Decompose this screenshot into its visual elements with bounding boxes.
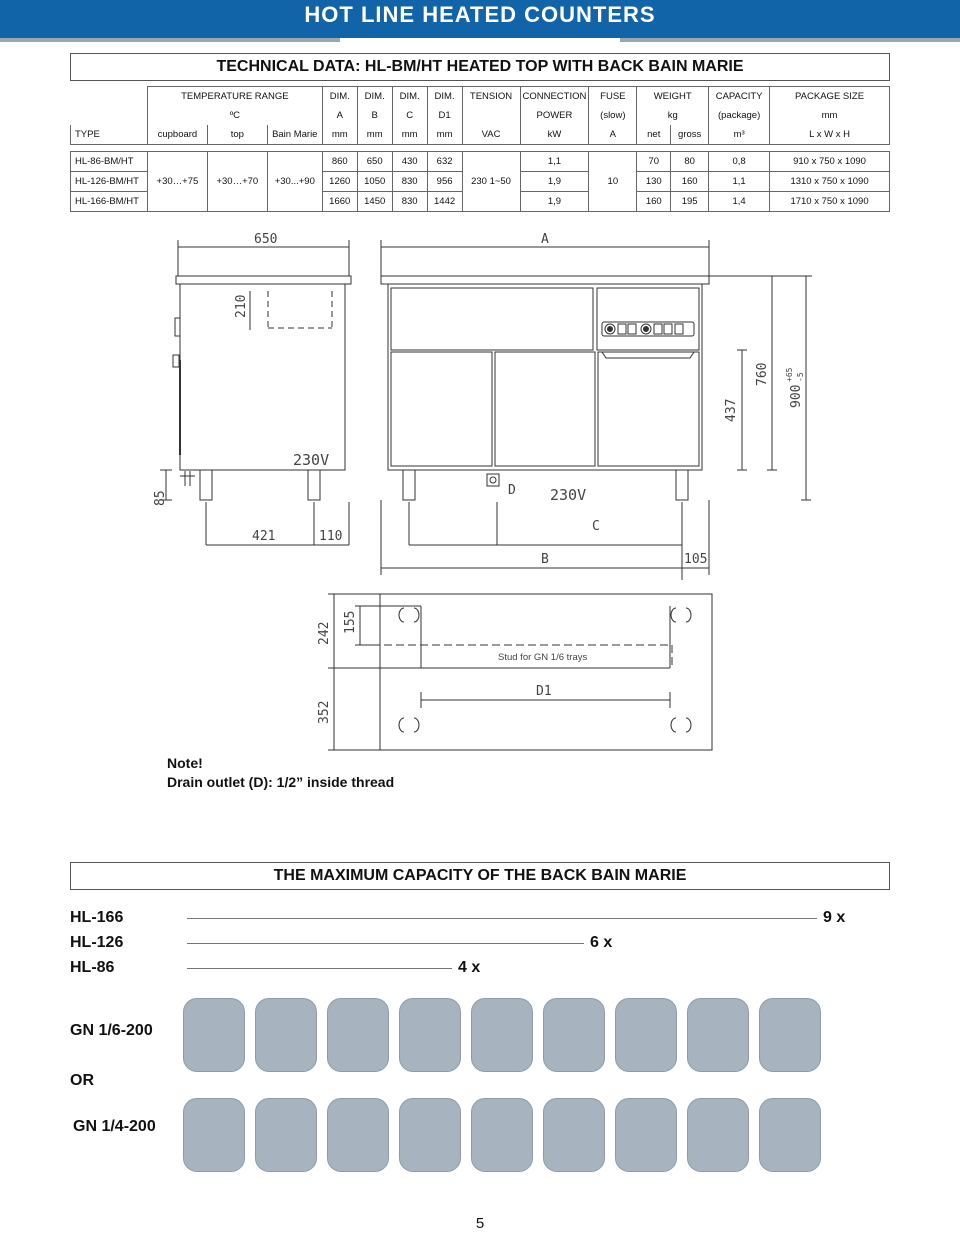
dim-a-value: 1660 — [322, 192, 357, 212]
dim-d1-label: D1 — [536, 684, 552, 699]
tension-value: 230 1~50 — [462, 152, 520, 212]
gn-pan — [183, 998, 245, 1072]
bain-marie-range: +30...+90 — [267, 152, 322, 212]
unit-mm: mm — [770, 106, 890, 125]
header-tension: TENSION — [462, 87, 520, 107]
capacity-title: THE MAXIMUM CAPACITY OF THE BACK BAIN MARIE — [273, 867, 687, 884]
weight-net-value: 160 — [637, 192, 671, 212]
row-type: HL-166-BM/HT — [71, 192, 148, 212]
label-lwh: L x W x H — [770, 125, 890, 145]
unit-m3: m³ — [709, 125, 770, 145]
label-a: A — [322, 106, 357, 125]
voltage-front-label: 230V — [550, 486, 587, 504]
package-size-value: 1710 x 750 x 1090 — [770, 192, 890, 212]
capacity-value: 1,1 — [709, 172, 770, 192]
header-dim-c: DIM. — [392, 87, 427, 107]
label-power: POWER — [520, 106, 589, 125]
gn-pan — [255, 998, 317, 1072]
top-range: +30…+70 — [207, 152, 267, 212]
dim-c-value: 830 — [392, 192, 427, 212]
label-gross: gross — [671, 125, 709, 145]
header-fuse: FUSE — [589, 87, 637, 107]
dim-a-label: A — [541, 232, 549, 247]
unit-mm-d1: mm — [427, 125, 462, 145]
dim-c-value: 430 — [392, 152, 427, 172]
gn-pan — [615, 1098, 677, 1172]
weight-gross-value: 80 — [671, 152, 709, 172]
power-value: 1,9 — [520, 192, 589, 212]
cupboard-range: +30…+75 — [147, 152, 207, 212]
header-connection: CONNECTION — [520, 87, 589, 107]
header-dim-b: DIM. — [357, 87, 392, 107]
power-value: 1,9 — [520, 172, 589, 192]
gn-pan — [399, 998, 461, 1072]
dim-900-tol-minus: -5 — [796, 372, 805, 382]
dim-a-value: 860 — [322, 152, 357, 172]
capacity-model-hl126: HL-126 — [70, 934, 124, 951]
capacity-value: 1,4 — [709, 192, 770, 212]
gn-pan — [759, 998, 821, 1072]
label-c: C — [392, 106, 427, 125]
dim-900-tol-plus: +65 — [785, 367, 794, 382]
label-b: B — [357, 106, 392, 125]
gn-pan — [543, 998, 605, 1072]
dim-d1-value: 632 — [427, 152, 462, 172]
or-label: OR — [70, 1072, 94, 1089]
tech-data-title: TECHNICAL DATA: HL-BM/HT HEATED TOP WITH BACK BAIN MARIE — [216, 58, 744, 75]
label-top: top — [207, 125, 267, 145]
capacity-count-hl86: 4 x — [458, 959, 481, 976]
gn-pan — [543, 1098, 605, 1172]
page-header-title: HOT LINE HEATED COUNTERS — [304, 2, 656, 27]
weight-gross-value: 160 — [671, 172, 709, 192]
dim-210-label: 210 — [234, 294, 249, 318]
note-text: Drain outlet (D): 1/2” inside thread — [167, 774, 395, 790]
label-bain-marie: Bain Marie — [267, 125, 322, 145]
dim-b-value: 650 — [357, 152, 392, 172]
weight-net-value: 70 — [637, 152, 671, 172]
gn-1-4-label: GN 1/4-200 — [73, 1118, 156, 1135]
capacity-count-hl166: 9 x — [823, 909, 846, 926]
drain-d-label: D — [508, 483, 516, 498]
stud-note: Stud for GN 1/6 trays — [498, 652, 588, 663]
gn-pan — [615, 998, 677, 1072]
dim-b-value: 1050 — [357, 172, 392, 192]
weight-net-value: 130 — [637, 172, 671, 192]
dim-c-value: 830 — [392, 172, 427, 192]
label-d1: D1 — [427, 106, 462, 125]
gn-pan — [471, 1098, 533, 1172]
unit-kw: kW — [520, 125, 589, 145]
gn-pan — [327, 1098, 389, 1172]
note-title: Note! — [167, 755, 203, 771]
capacity-line-hl126 — [187, 943, 584, 944]
fuse-value: 10 — [589, 152, 637, 212]
header-package-size: PACKAGE SIZE — [770, 87, 890, 107]
capacity-count-hl126: 6 x — [590, 934, 613, 951]
gn-1-6-label: GN 1/6-200 — [70, 1022, 153, 1039]
dim-b-label: B — [541, 552, 549, 567]
unit-celsius: ºC — [147, 106, 322, 125]
header-weight: WEIGHT — [637, 87, 709, 107]
package-size-value: 910 x 750 x 1090 — [770, 152, 890, 172]
capacity-line-hl86 — [187, 968, 452, 969]
dim-85-label: 85 — [153, 490, 168, 506]
capacity-model-hl166: HL-166 — [70, 909, 124, 926]
gn-pan — [687, 998, 749, 1072]
unit-vac: VAC — [462, 125, 520, 145]
header-capacity: CAPACITY — [709, 87, 770, 107]
dim-900-label: 900 — [789, 384, 804, 408]
dim-352-label: 352 — [317, 700, 332, 724]
gn-pan — [687, 1098, 749, 1172]
header-temperature-range: TEMPERATURE RANGE — [147, 87, 322, 107]
dim-a-value: 1260 — [322, 172, 357, 192]
dim-110-label: 110 — [319, 529, 343, 544]
dim-d1-value: 1442 — [427, 192, 462, 212]
side-view — [160, 240, 351, 545]
label-package: (package) — [709, 106, 770, 125]
label-net: net — [637, 125, 671, 145]
dim-155-label: 155 — [343, 610, 358, 634]
capacity-value: 0,8 — [709, 152, 770, 172]
gn-pan — [327, 998, 389, 1072]
voltage-side-label: 230V — [293, 451, 330, 469]
dim-d1-value: 956 — [427, 172, 462, 192]
dim-650-label: 650 — [254, 232, 278, 247]
unit-mm-c: mm — [392, 125, 427, 145]
unit-a: A — [589, 125, 637, 145]
unit-kg: kg — [637, 106, 709, 125]
row-type: HL-86-BM/HT — [71, 152, 148, 172]
package-size-value: 1310 x 750 x 1090 — [770, 172, 890, 192]
dim-105-label: 105 — [684, 552, 708, 567]
label-slow: (slow) — [589, 106, 637, 125]
label-cupboard: cupboard — [147, 125, 207, 145]
dim-242-label: 242 — [317, 621, 332, 645]
power-value: 1,1 — [520, 152, 589, 172]
drain-note — [167, 754, 394, 792]
unit-mm-a: mm — [322, 125, 357, 145]
header-dim-a: DIM. — [322, 87, 357, 107]
gn-pan — [399, 1098, 461, 1172]
capacity-model-hl86: HL-86 — [70, 959, 115, 976]
row-type: HL-126-BM/HT — [71, 172, 148, 192]
top-view — [328, 594, 712, 750]
unit-mm-b: mm — [357, 125, 392, 145]
page-number: 5 — [475, 1215, 485, 1232]
capacity-title-box — [70, 862, 890, 890]
gn-pan — [255, 1098, 317, 1172]
dim-c-label: C — [592, 519, 600, 534]
capacity-line-hl166 — [187, 918, 817, 919]
dim-421-label: 421 — [252, 529, 276, 544]
gn-pan — [471, 998, 533, 1072]
dim-437-label: 437 — [724, 398, 739, 422]
header-dim-d1: DIM. — [427, 87, 462, 107]
gn-pan — [183, 1098, 245, 1172]
dim-b-value: 1450 — [357, 192, 392, 212]
weight-gross-value: 195 — [671, 192, 709, 212]
gn-pan — [759, 1098, 821, 1172]
dim-760-label: 760 — [755, 362, 770, 386]
label-type: TYPE — [71, 125, 148, 145]
